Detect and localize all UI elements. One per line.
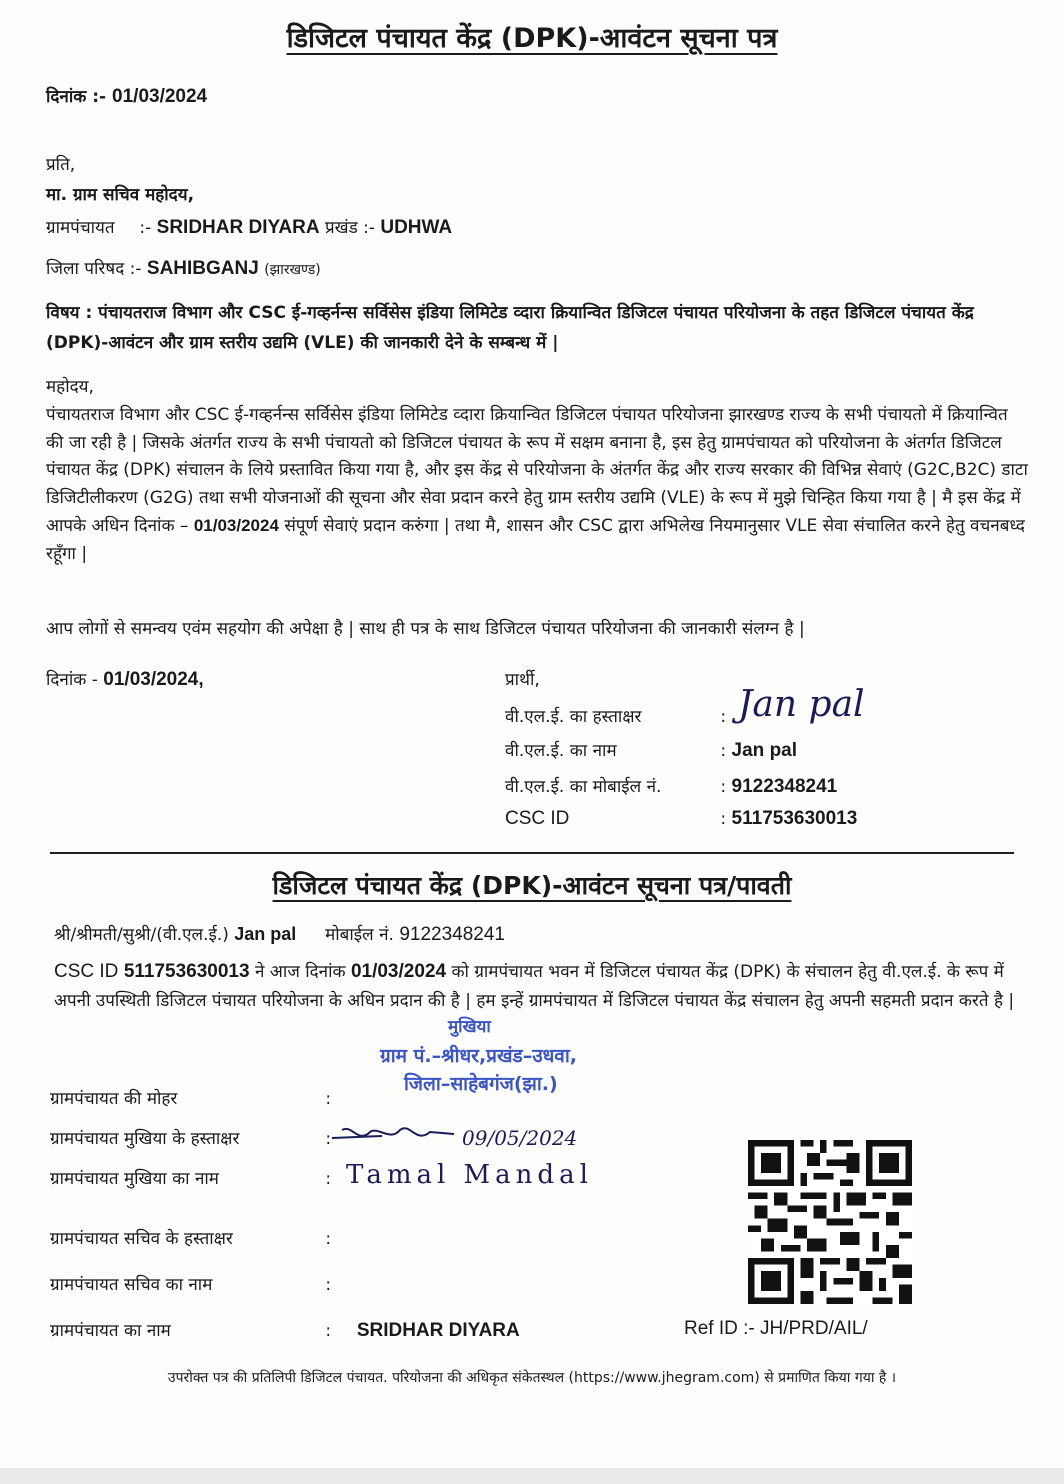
gram-label: ग्रामपंचायत [46, 218, 115, 238]
zila-label: जिला परिषद :- [46, 259, 142, 279]
receipt-paragraph [54, 957, 1024, 1016]
receipt-vle-name: Jan pal [234, 924, 297, 944]
receipt-mobile-label: मोबाईल नं. [325, 925, 394, 945]
para1-date: 01/03/2024 [193, 516, 279, 535]
vle-signature-row [505, 704, 726, 727]
receipt-title-text: डिजिटल पंचायत केंद्र (DPK)-आवंटन सूचना पत्र/पावती [272, 871, 792, 900]
mukhiya-sign-date: 09/05/2024 [462, 1126, 578, 1150]
letter-date-label: दिनांक :- [46, 87, 107, 107]
recipient-designation: मा. ग्राम सचिव महोदय, [46, 185, 195, 205]
receipt-date: 01/03/2024 [350, 961, 447, 982]
signature-stroke [332, 1128, 454, 1138]
para1-text-end: संपूर्ण सेवाएं प्रदान करुंगा | तथा मै, शासन और CSC द्वारा अभिलेख नियमानुसार VLE सेवा संचालित करने हेतु वचनबध्द रहूँगा | [46, 516, 1025, 564]
gp-seal-sep: : [325, 1089, 332, 1109]
scan-edge [0, 1468, 1064, 1484]
mukhiya-name-label: ग्रामपंचायत मुखिया का नाम [50, 1169, 219, 1189]
footer-note: उपरोक्त पत्र की प्रतिलिपी डिजिटल पंचायत. परियोजना की अधिकृत संकेतस्थल (https://www.jhegram.com) से प्रमाणित किया गया है । [167, 1370, 897, 1386]
vle-mobile-row [505, 774, 837, 798]
vle-mobile-sep: : [720, 777, 727, 797]
gp-name-label: ग्रामपंचायत का नाम [50, 1321, 171, 1341]
receipt-vle-line [54, 922, 505, 946]
gp-seal-label: ग्रामपंचायत की मोहर [50, 1089, 178, 1109]
gram-sep: :- [139, 218, 152, 238]
csc-id-value: 511753630013 [731, 808, 858, 829]
vle-mobile-value: 9122348241 [731, 776, 838, 797]
receipt-text-1: ने आज दिनांक [254, 962, 346, 982]
mukhiya-signature-scribble [330, 1122, 460, 1148]
vle-signature-label: वी.एल.ई. का हस्ताक्षर [505, 707, 642, 727]
vle-name-label: वी.एल.ई. का नाम [505, 741, 617, 761]
mukhiya-signature-row [50, 1126, 351, 1149]
vle-mobile-label: वी.एल.ई. का मोबाईल नं. [505, 777, 662, 797]
body-paragraph-1 [46, 402, 1028, 568]
letter-subject: विषय : पंचायतराज विभाग और CSC ई-गव्हर्नन्स सर्विसेस इंडिया लिमिटेड व्दारा क्रियान्वित डिजिटल पंचायत परियोजना के तहत डिजिटल पंचायत केंद्र (DPK)-आवंटन और ग्राम स्तरीय उद्यमि (VLE) की जानकारी देने के सम्बन्ध में | [46, 303, 974, 353]
sachiv-name-row [50, 1272, 351, 1295]
letter-date-value: 01/03/2024 [112, 86, 208, 107]
vle-name-value: Jan pal [731, 740, 798, 761]
recipient-prati: प्रति, [46, 155, 76, 175]
mukhiya-name-row [50, 1166, 351, 1189]
closing-date [46, 667, 204, 691]
page-title [0, 18, 1064, 55]
mukhiya-signature-sep: : [325, 1129, 332, 1149]
recipient-zila-line [46, 256, 321, 280]
salutation: महोदय, [46, 377, 94, 397]
csc-id-sep: : [720, 809, 727, 829]
sachiv-signature-sep: : [325, 1229, 332, 1249]
mukhiya-name-sep: : [325, 1169, 332, 1189]
stamp-mukhiya: मुखिया [448, 1017, 491, 1037]
sachiv-signature-row [50, 1226, 351, 1249]
page-title-text: डिजिटल पंचायत केंद्र (DPK)-आवंटन सूचना पत्र [286, 23, 778, 54]
csc-id-label: CSC ID [505, 808, 570, 829]
receipt-text-2: को ग्रामपंचायत भवन में डिजिटल पंचायत केंद्र (DPK) के संचालन हेतु वी.एल.ई. के रूप में अपनी उपस्थिती डिजिटल पंचायत परियोजना के अधिन प्रदान की है | हम इन्हें ग्रामपंचायत में डिजिटल पंचायत केंद्र संचालन हेतु अपनी सहमती प्रदान करते है | [54, 962, 1015, 1011]
receipt-title [0, 868, 1064, 902]
body-paragraph-2: आप लोगों से समन्वय एवंम सहयोग की अपेक्षा है | साथ ही पत्र के साथ डिजिटल पंचायत परियोजना की जानकारी संलग्न है | [46, 619, 805, 639]
prarthi-label: प्रार्थी, [505, 670, 540, 690]
para1-text: पंचायतराज विभाग और CSC ई-गव्हर्नन्स सर्विसेस इंडिया लिमिटेड व्दारा क्रियान्वित डिजिटल पंचायत परियोजना झारखण्ड राज्य के सभी पंचायतो में क्रियान्वित की जा रही है | जिसके अंतर्गत राज्य के सभी पंचायतो को डिजिटल पंचायत के रूप में सक्षम बनाना है, इस हेतु ग्रामपंचायत को परियोजना के अंतर्गत डिजिटल पंचायत केंद्र (DPK) संचालन के लिये प्रस्तावित किया गया है, और इस केंद्र से परियोजना के अंतर्गत केंद्र और राज्य सरकार की विभिन्न सेवाएं (G2C,B2C) डाटा डिजिटीलीकरण (G2G) तथा सभी योजनाओं की सूचना और सेवा प्रदान करने हेतु ग्राम स्तरीय उद्यमि (VLE) के रूप में मुझे चिन्हित किया गया है | मै इस केंद्र में आपके अधिन दिनांक – [46, 405, 1028, 536]
vle-signature-handwritten: Jan pal [738, 684, 865, 725]
sachiv-signature-label: ग्रामपंचायत सचिव के हस्ताक्षर [50, 1229, 233, 1249]
sachiv-name-label: ग्रामपंचायत सचिव का नाम [50, 1275, 213, 1295]
qr-code-icon [748, 1138, 912, 1306]
recipient-gram-line [46, 215, 452, 239]
closing-date-label: दिनांक - [46, 670, 98, 690]
gram-value: SRIDHAR DIYARA [156, 217, 320, 238]
vle-signature-sep: : [720, 707, 727, 727]
prakhand-label: प्रखंड :- [325, 218, 375, 238]
mukhiya-signature-label: ग्रामपंचायत मुखिया के हस्ताक्षर [50, 1129, 240, 1149]
receipt-mobile-value: 9122348241 [399, 924, 505, 945]
receipt-vle-prefix: श्री/श्रीमती/सुश्री/(वी.एल.ई.) [54, 925, 229, 945]
gp-name-sep: : [325, 1321, 332, 1341]
vle-name-row [505, 738, 797, 762]
csc-id-row [505, 808, 857, 830]
section-divider [50, 852, 1014, 854]
zila-value: SAHIBGANJ [146, 258, 259, 279]
mukhiya-name-handwritten: Tamal Mandal [346, 1160, 593, 1190]
gp-name-value: SRIDHAR DIYARA [356, 1320, 520, 1341]
closing-date-value: 01/03/2024, [103, 669, 204, 690]
gp-seal-row [50, 1086, 351, 1109]
stamp-zila-line: जिला–साहेबगंज(झा.) [404, 1073, 558, 1095]
zila-state: (झारखण्ड) [264, 262, 321, 278]
receipt-csc-value: 511753630013 [123, 961, 250, 982]
vle-name-sep: : [720, 741, 727, 761]
receipt-csc-label: CSC ID [54, 961, 119, 982]
gp-name-row [50, 1318, 520, 1342]
sachiv-name-sep: : [325, 1275, 332, 1295]
letter-date [46, 84, 207, 108]
prakhand-value: UDHWA [380, 217, 453, 238]
stamp-gram-line: ग्राम पं.–श्रीधर,प्रखंड–उधवा, [380, 1045, 577, 1067]
ref-id: Ref ID :- JH/PRD/AIL/ [684, 1318, 868, 1339]
